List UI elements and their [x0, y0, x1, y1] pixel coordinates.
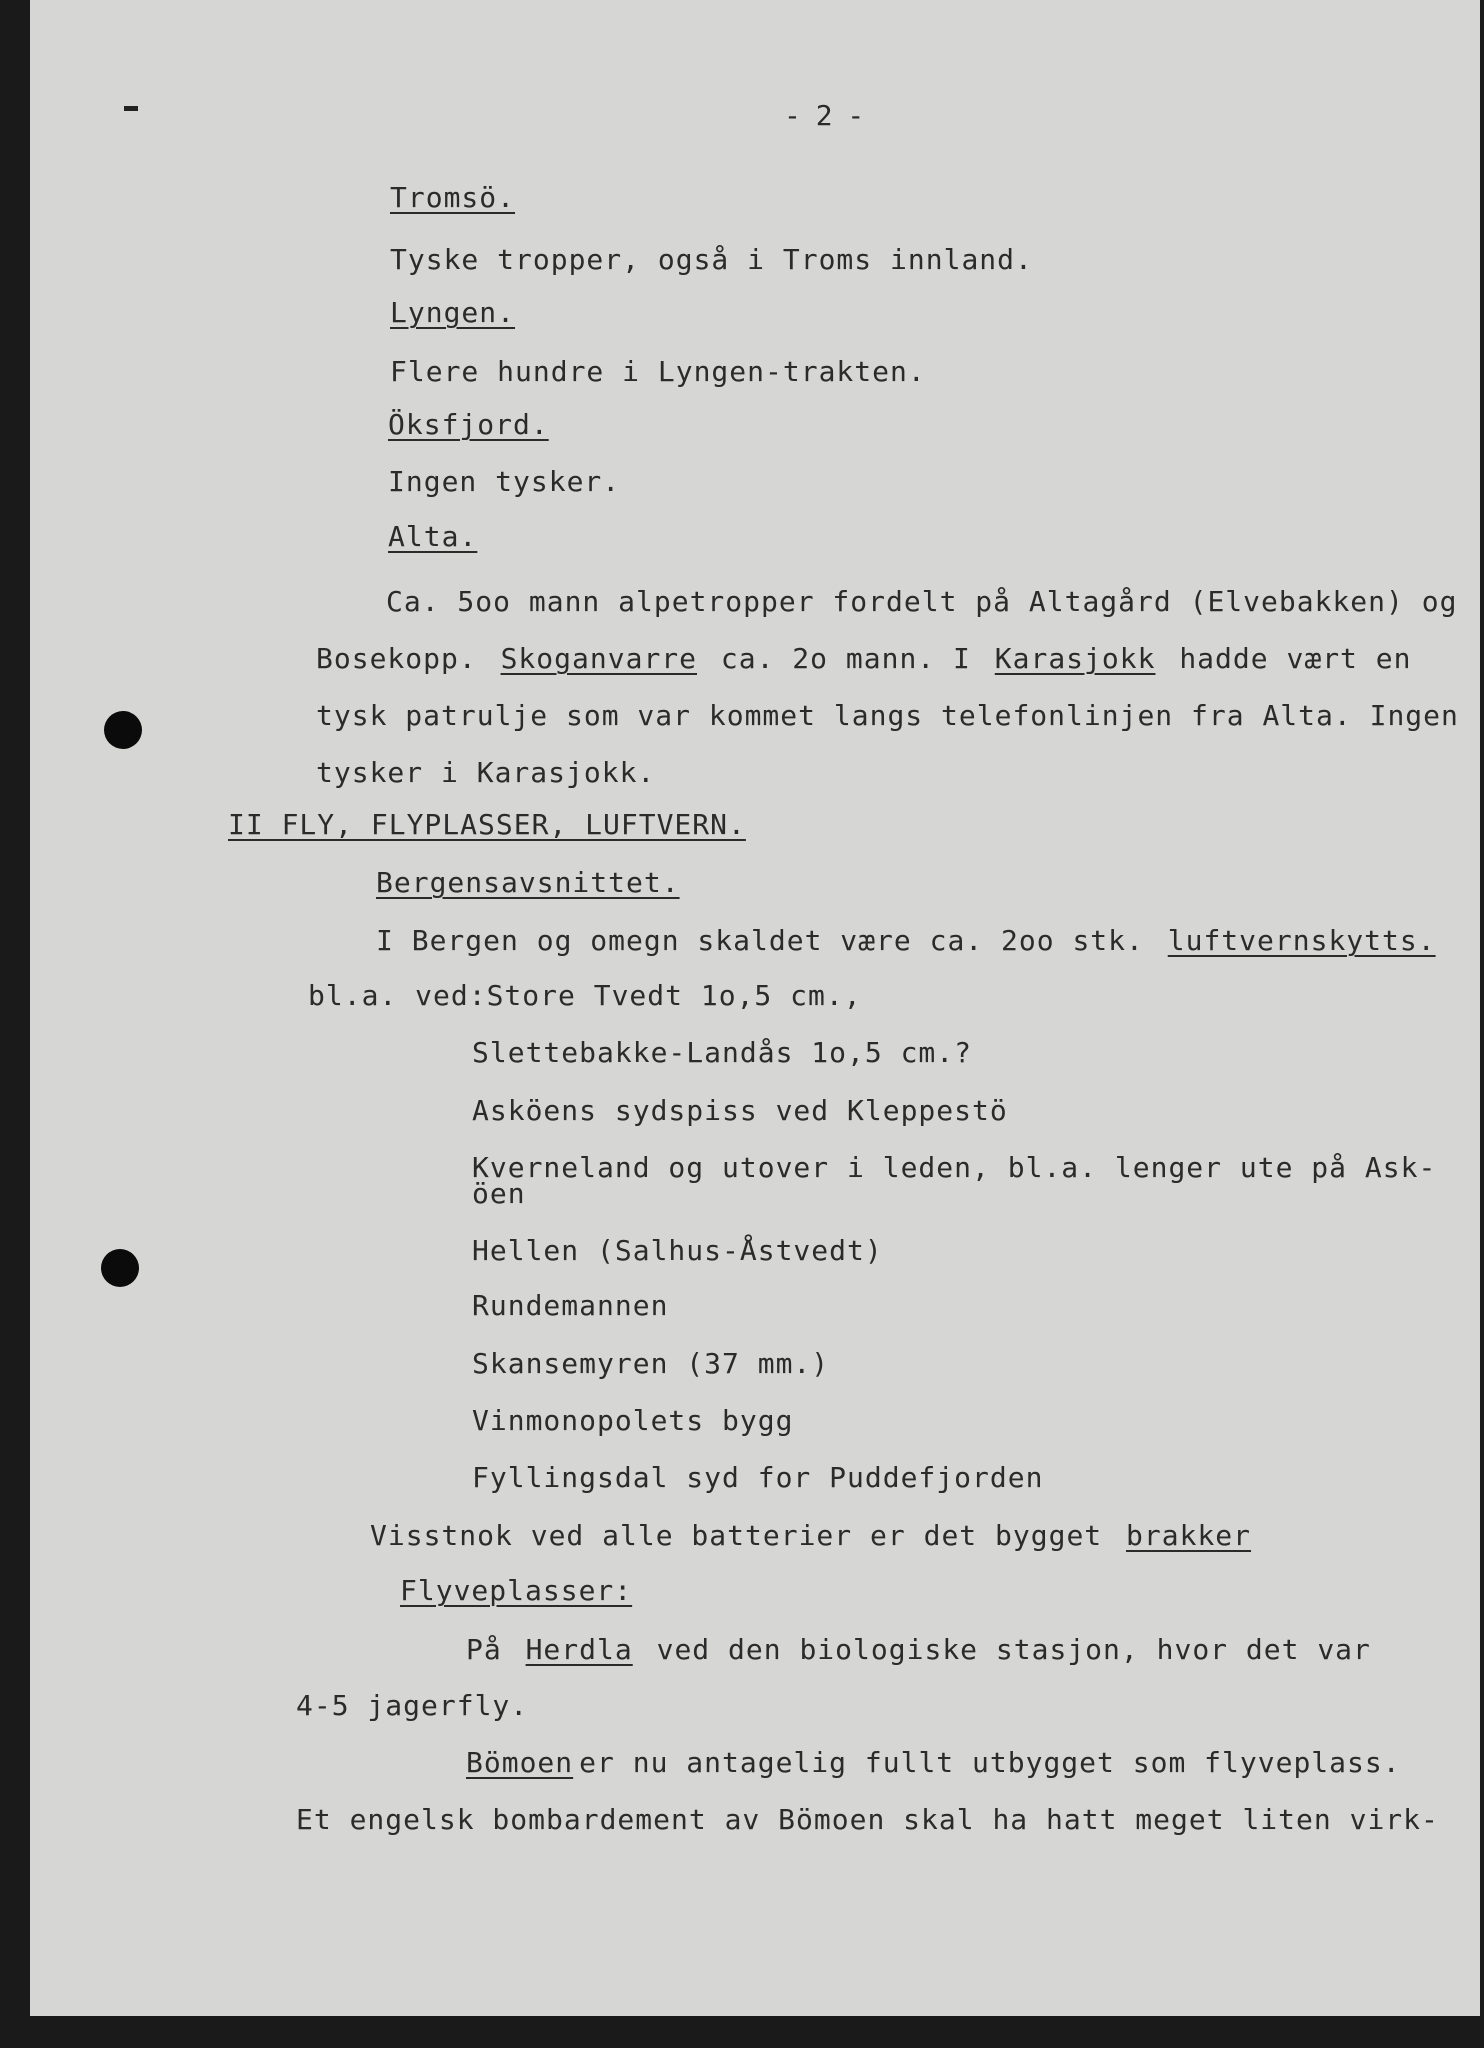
text-segment: I Bergen og omegn skaldet være ca. 2oo stk.: [376, 924, 1144, 957]
margin-mark: [124, 106, 138, 111]
text-line: tysk patrulje som var kommet langs telefonlinjen fra Alta. Ingen: [316, 699, 1459, 732]
text-line: [466, 1632, 1377, 1668]
location-item: Hellen (Salhus-Åstvedt): [472, 1234, 883, 1267]
text-segment: På: [466, 1633, 502, 1666]
text-line: Ingen tysker.: [388, 465, 621, 498]
location-item: Vinmonopolets bygg: [472, 1404, 794, 1437]
location-item: Kverneland og utover i leden, bl.a. lenger ute på Ask-: [472, 1151, 1437, 1184]
text-line: bl.a. ved:Store Tvedt 1o,5 cm.,: [308, 979, 862, 1012]
place-skoganvarre: Skoganvarre: [500, 642, 698, 675]
text-line: [376, 923, 1442, 959]
text-line: [466, 1745, 1407, 1781]
location-item: Asköens sydspiss ved Kleppestö: [472, 1094, 1008, 1127]
text-line: tysker i Karasjokk.: [316, 756, 656, 789]
location-item: Skansemyren (37 mm.): [472, 1347, 830, 1380]
term-brakker: brakker: [1126, 1519, 1252, 1552]
text-segment: hadde vært en: [1179, 642, 1412, 675]
text-line: [370, 1518, 1257, 1554]
heading-lyngen: Lyngen.: [390, 296, 516, 329]
location-item: Slettebakke-Landås 1o,5 cm.?: [472, 1036, 973, 1069]
text-segment: Visstnok ved alle batterier er det bygget: [370, 1519, 1103, 1552]
page-number: - 2 -: [784, 99, 866, 132]
text-line: 4-5 jagerfly.: [296, 1689, 529, 1722]
text-line: [316, 641, 1417, 677]
term-luftvernskytts: luftvernskytts.: [1167, 924, 1436, 957]
place-bomoen: Bömoen: [466, 1746, 574, 1779]
location-item: Fyllingsdal syd for Puddefjorden: [472, 1461, 1044, 1494]
place-karasjokk: Karasjokk: [994, 642, 1156, 675]
punch-hole-top: [104, 711, 142, 749]
heading-alta: Alta.: [388, 520, 478, 553]
text-segment: er nu antagelig fullt utbygget som flyveplass.: [579, 1746, 1401, 1779]
heading-tromso: Tromsö.: [390, 181, 516, 214]
text-line: Ca. 5oo mann alpetropper fordelt på Altagård (Elvebakken) og: [386, 585, 1458, 618]
text-line: Flere hundre i Lyngen-trakten.: [390, 355, 926, 388]
text-segment: Bosekopp.: [316, 642, 477, 675]
text-segment: ved den biologiske stasjon, hvor det var: [656, 1633, 1371, 1666]
location-item: Rundemannen: [472, 1289, 669, 1322]
section-heading: II FLY, FLYPLASSER, LUFTVERN.: [228, 808, 746, 841]
place-herdla: Herdla: [525, 1633, 633, 1666]
heading-oksfjord: Öksfjord.: [388, 408, 549, 441]
heading-bergen: Bergensavsnittet.: [376, 866, 680, 899]
location-item: öen: [472, 1177, 526, 1210]
punch-hole-bottom: [101, 1249, 139, 1287]
text-line: Et engelsk bombardement av Bömoen skal ha hatt meget liten virk-: [296, 1803, 1439, 1836]
text-line: Tyske tropper, også i Troms innland.: [390, 243, 1033, 276]
text-segment: ca. 2o mann. I: [720, 642, 971, 675]
heading-flyveplasser: Flyveplasser:: [400, 1574, 633, 1607]
